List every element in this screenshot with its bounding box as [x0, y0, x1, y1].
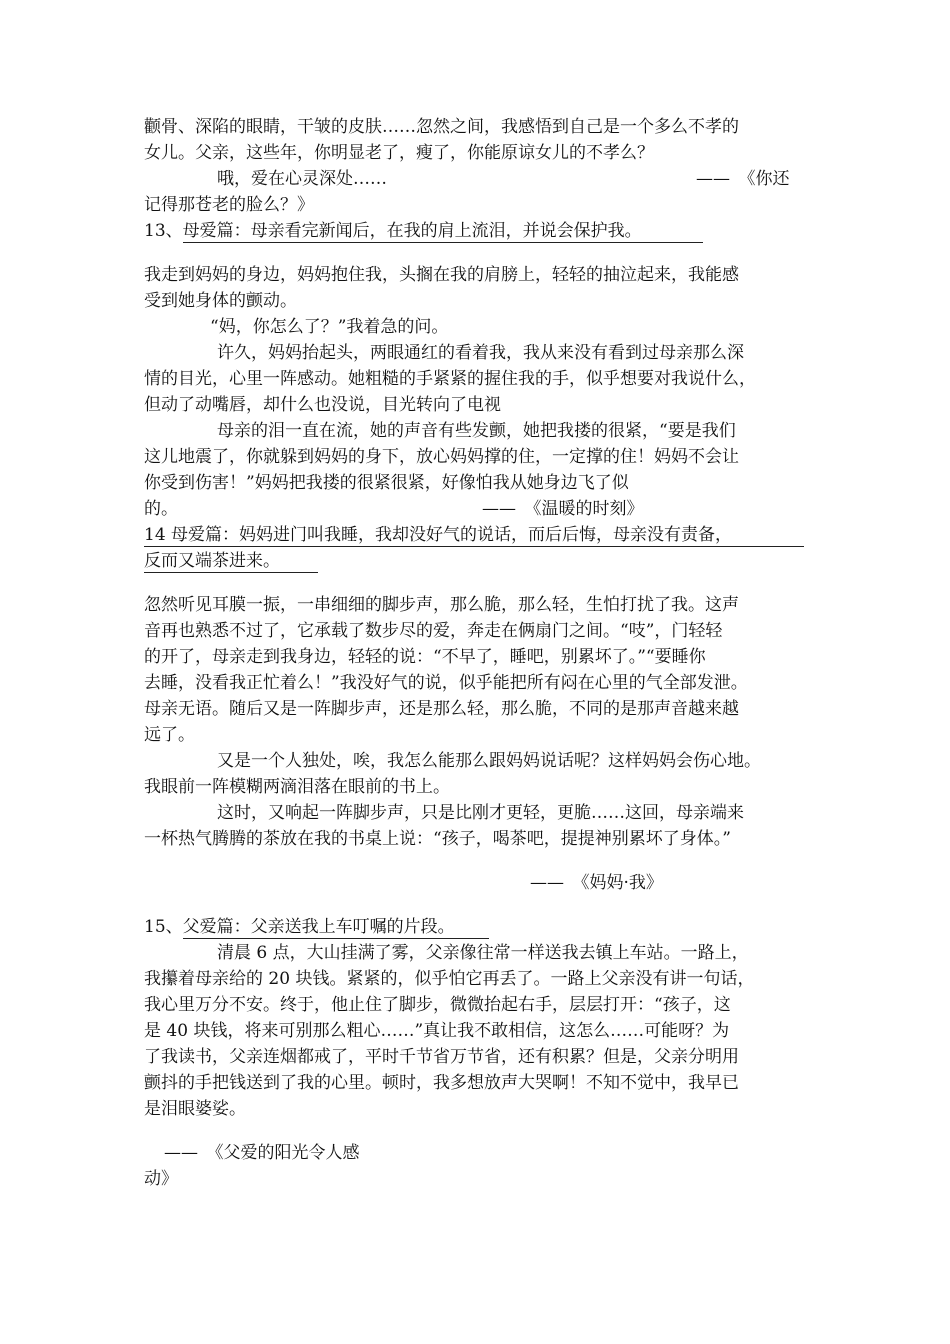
paragraph-line: 我走到妈妈的身边，妈妈抱住我，头搁在我的肩膀上，轻轻的抽泣起来，我能感: [144, 265, 739, 285]
paragraph-line: 的。: [144, 499, 178, 519]
paragraph-line: 这时，又响起一阵脚步声，只是比刚才更轻，更脆……这回，母亲端来: [217, 803, 744, 823]
paragraph-line: 忽然听见耳膜一振，一串细细的脚步声，那么脆，那么轻，生怕打扰了我。这声: [144, 595, 739, 615]
source-citation: —— 《父爱的阳光令人感: [164, 1143, 360, 1163]
paragraph-line: 清晨 6 点，大山挂满了雾，父亲像往常一样送我去镇上车站。一路上，: [217, 943, 749, 963]
section-heading-13: [144, 218, 703, 244]
paragraph-line: 颧骨、深陷的眼睛，干皱的皮肤……忽然之间，我感悟到自己是一个多么不孝的: [144, 117, 739, 137]
heading-number: 13、: [144, 221, 183, 241]
section-heading-15: [144, 914, 489, 940]
paragraph-line: 但动了动嘴唇，却什么也没说，目光转向了电视: [144, 395, 501, 415]
heading-underlined-text: 父爱篇：父亲送我上车叮嘱的片段。: [183, 914, 489, 939]
paragraph-line: 我心里万分不安。终于，他止住了脚步，微微抬起右手，层层打开：“孩子，这: [144, 995, 731, 1015]
paragraph-line: 母亲的泪一直在流，她的声音有些发颤，她把我搂的很紧，“要是我们: [217, 421, 736, 441]
paragraph-line: 哦，爱在心灵深处……: [217, 169, 387, 189]
paragraph-line: 颤抖的手把钱送到了我的心里。顿时，我多想放声大哭啊！不知不觉中，我早已: [144, 1073, 739, 1093]
paragraph-line: 是 40 块钱，将来可别那么粗心……”真让我不敢相信，这怎么……可能呀？为: [144, 1021, 730, 1041]
paragraph-line: 女儿。父亲，这些年，你明显老了，瘦了，你能原谅女儿的不孝么？: [144, 143, 654, 163]
paragraph-line: 远了。: [144, 725, 195, 745]
source-citation: 动》: [144, 1169, 178, 1189]
paragraph-line: 的开了，母亲走到我身边，轻轻的说：“不早了，睡吧，别累坏了。”“要睡你: [144, 647, 706, 667]
section-heading-14-cont: [144, 548, 318, 574]
paragraph-line: 是泪眼婆娑。: [144, 1099, 246, 1119]
paragraph-line: 去睡，没看我正忙着么！”我没好气的说，似乎能把所有闷在心里的气全部发泄。: [144, 673, 748, 693]
paragraph-line: 我眼前一阵模糊两滴泪落在眼前的书上。: [144, 777, 450, 797]
source-citation: —— 《温暖的时刻》: [482, 499, 644, 519]
paragraph-line: 了我读书，父亲连烟都戒了，平时千节省万节省，还有积累？但是，父亲分明用: [144, 1047, 739, 1067]
heading-underlined-text: 母爱篇：母亲看完新闻后，在我的肩上流泪，并说会保护我。: [183, 218, 703, 243]
source-citation: —— 《你还: [696, 169, 790, 189]
paragraph-line: 音再也熟悉不过了，它承载了数步尽的爱，奔走在俩扇门之间。“吱”，门轻轻: [144, 621, 723, 641]
heading-number: 15、: [144, 917, 183, 937]
heading-underlined-text: 14 母爱篇：妈妈进门叫我睡，我却没好气的说话，而后后悔，母亲没有责备，: [144, 522, 804, 547]
paragraph-line: 我攥着母亲给的 20 块钱。紧紧的，似乎怕它再丢了。一路上父亲没有讲一句话，: [144, 969, 755, 989]
paragraph-line: 母亲无语。随后又是一阵脚步声，还是那么轻，那么脆，不同的是那声音越来越: [144, 699, 739, 719]
section-heading-14: [144, 522, 804, 548]
paragraph-line: 情的目光，心里一阵感动。她粗糙的手紧紧的握住我的手，似乎想要对我说什么，: [144, 369, 756, 389]
heading-underlined-text: 反而又端茶进来。: [144, 548, 318, 573]
paragraph-line: “妈，你怎么了？”我着急的问。: [210, 317, 449, 337]
paragraph-line: 这儿地震了，你就躲到妈妈的身下，放心妈妈撑的住，一定撑的住！妈妈不会让: [144, 447, 739, 467]
paragraph-line: 又是一个人独处，唉，我怎么能那么跟妈妈说话呢？这样妈妈会伤心地。: [217, 751, 761, 771]
paragraph-line: 受到她身体的颤动。: [144, 291, 297, 311]
paragraph-line: 一杯热气腾腾的茶放在我的书桌上说：“孩子，喝茶吧，提提神别累坏了身体。”: [144, 829, 731, 849]
paragraph-line: 你受到伤害！”妈妈把我搂的很紧很紧，好像怕我从她身边飞了似: [144, 473, 629, 493]
source-citation: —— 《妈妈·我》: [530, 873, 663, 893]
paragraph-line: 许久，妈妈抬起头，两眼通红的看着我，我从来没有看到过母亲那么深: [217, 343, 744, 363]
source-citation: 记得那苍老的脸么？》: [144, 195, 314, 215]
